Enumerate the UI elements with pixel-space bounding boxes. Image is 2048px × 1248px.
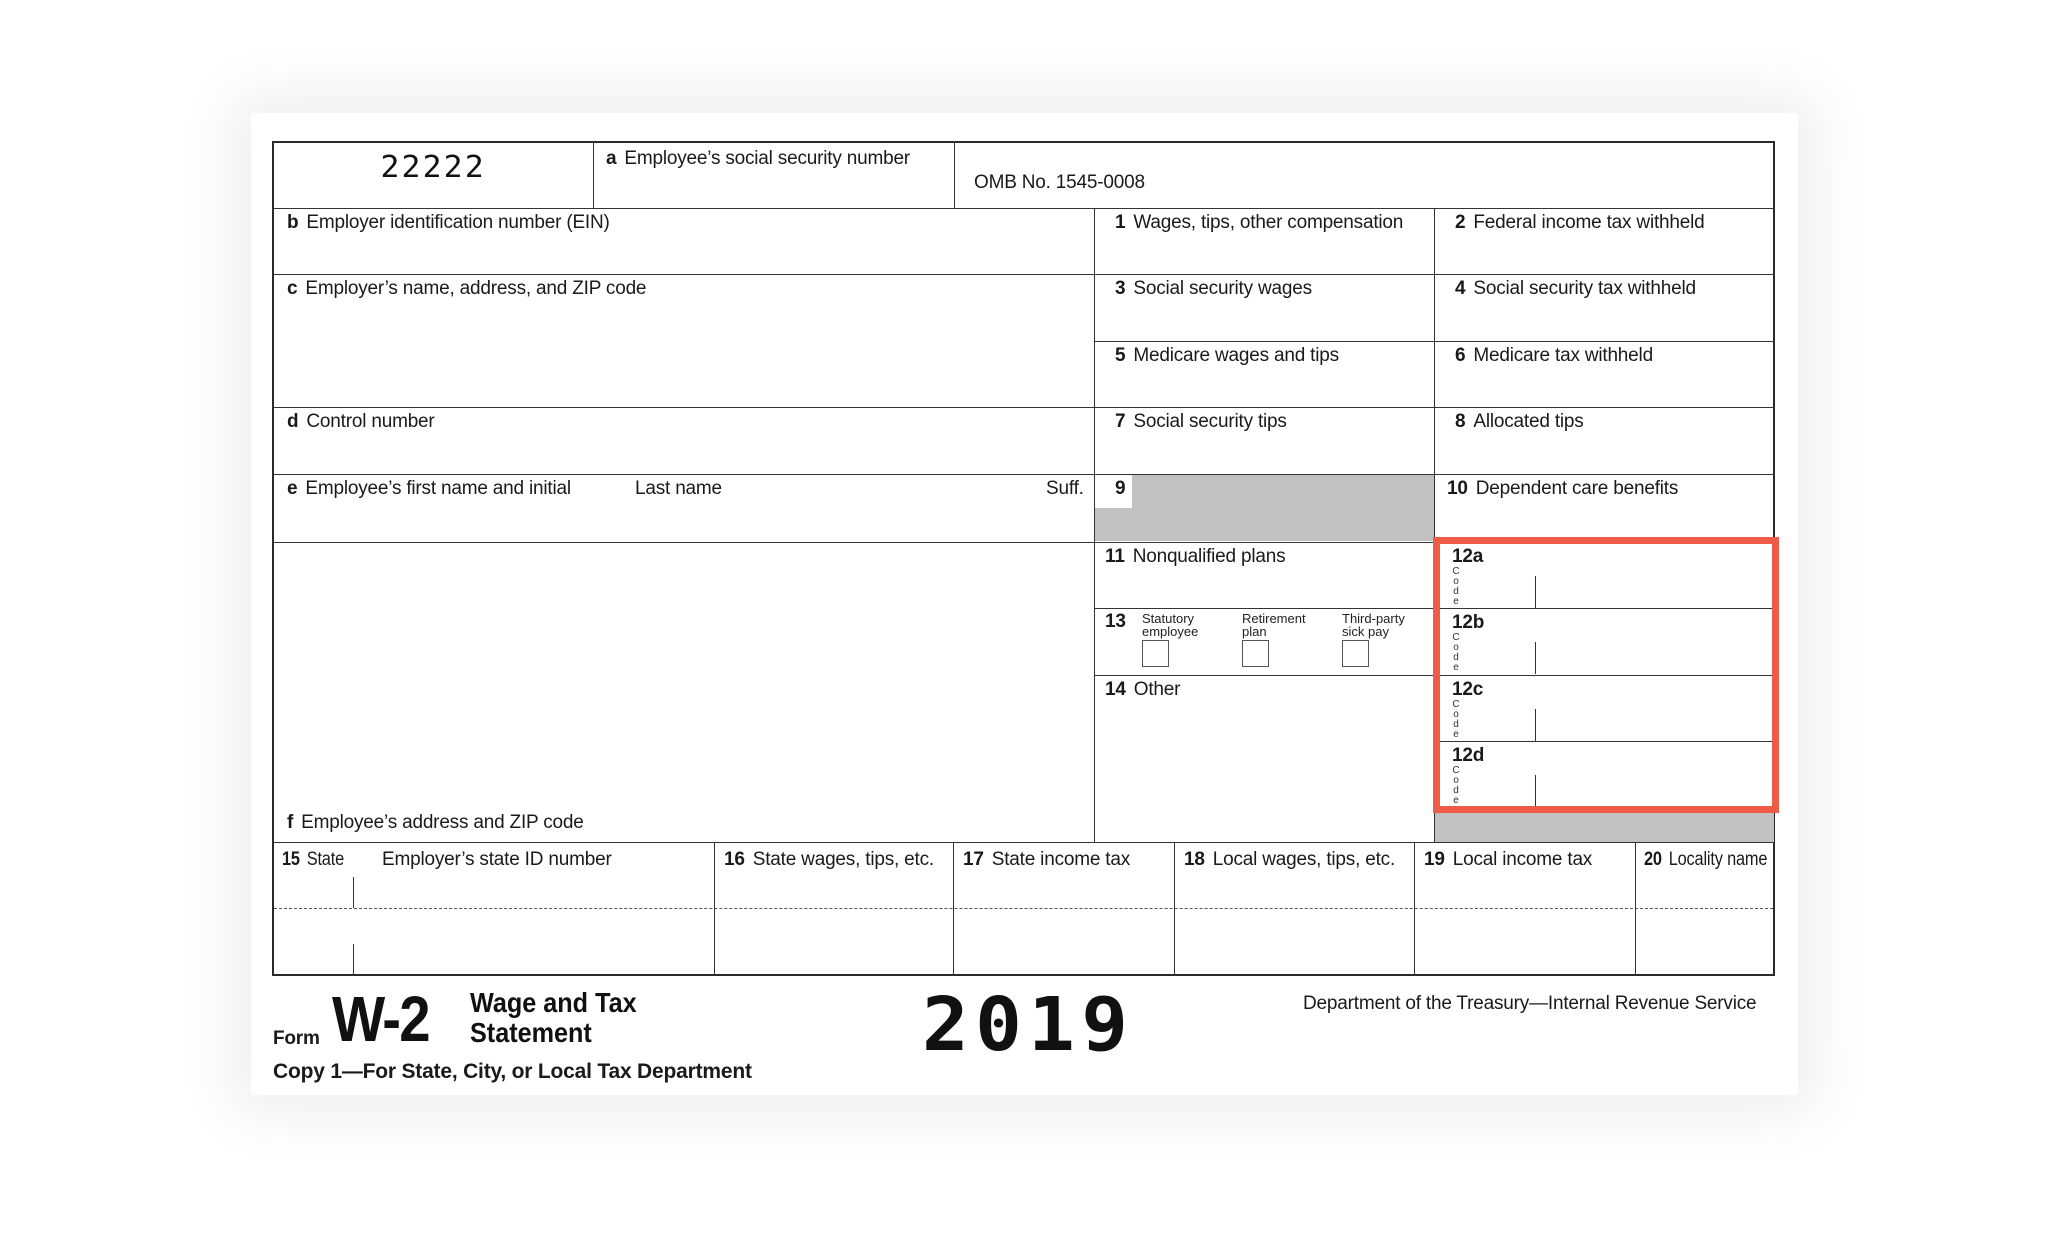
box-2-label: 2 Federal income tax withheld — [1455, 212, 1705, 233]
box-e-employee-name[interactable] — [273, 475, 1093, 675]
box-c-label: c Employer’s name, address, and ZIP code — [287, 278, 647, 299]
agency-line: Department of the Treasury—Internal Revenue Service — [1303, 993, 1757, 1014]
box-12c[interactable] — [1435, 676, 1774, 741]
box-15-state[interactable] — [273, 843, 713, 975]
box-19-label: 19 Local income tax — [1424, 849, 1593, 870]
box-13-num: 13 — [1105, 611, 1126, 632]
box-12a[interactable] — [1435, 543, 1774, 608]
form-title: Wage and Tax Statement — [470, 987, 637, 1048]
box-2-federal-tax[interactable] — [1435, 209, 1774, 274]
box-e-label: e Employee’s first name and initial — [287, 478, 571, 499]
box-6-label: 6 Medicare tax withheld — [1455, 345, 1653, 366]
state-divider — [353, 877, 354, 908]
box-12c-code-label: Code — [1452, 699, 1460, 740]
form-word: Form — [273, 1028, 320, 1049]
box-20-locality-name[interactable] — [1636, 843, 1774, 975]
box-c-employer-name-address[interactable] — [273, 275, 1093, 406]
box-15-state-id-label: Employer’s state ID number — [382, 849, 612, 870]
box-d-label: d Control number — [287, 411, 435, 432]
box-10-dependent-care[interactable] — [1435, 475, 1774, 541]
box-f-employee-address[interactable] — [273, 675, 1093, 841]
code-divider — [1535, 576, 1536, 608]
code-divider — [1535, 642, 1536, 674]
box-a-ssn[interactable] — [594, 142, 953, 207]
box-8-label: 8 Allocated tips — [1455, 411, 1584, 432]
box-f-label: f Employee’s address and ZIP code — [287, 812, 584, 833]
box-9 — [1095, 475, 1434, 541]
box-17-state-income-tax[interactable] — [954, 843, 1173, 975]
retirement-plan-label: Retirement plan — [1242, 611, 1306, 639]
box-6-medicare-tax[interactable] — [1435, 342, 1774, 407]
third-party-sick-pay-label: Third-party sick pay — [1342, 611, 1405, 639]
box-1-label: 1 Wages, tips, other compensation — [1115, 212, 1404, 233]
box-12d-code-label: Code — [1452, 765, 1460, 806]
form-control-code: 22222 — [380, 150, 486, 185]
box-7-ss-tips[interactable] — [1095, 408, 1434, 473]
box-19-local-income-tax[interactable] — [1415, 843, 1634, 975]
box-13-checkboxes — [1095, 609, 1434, 675]
copy-line: Copy 1—For State, City, or Local Tax Department — [273, 1060, 752, 1083]
box-12a-label: 12a — [1452, 546, 1484, 567]
omb-number: OMB No. 1545-0008 — [974, 172, 1145, 193]
box-12a-code-label: Code — [1452, 566, 1460, 607]
statutory-employee-label: Statutory employee — [1142, 611, 1199, 639]
box-3-ss-wages[interactable] — [1095, 275, 1434, 340]
tax-year: 2019 — [922, 982, 1135, 1068]
code-divider — [1535, 709, 1536, 741]
box-12d[interactable] — [1435, 742, 1774, 808]
box-3-label: 3 Social security wages — [1115, 278, 1312, 299]
box-10-label: 10 Dependent care benefits — [1447, 478, 1679, 499]
box-e-suffix-label: Suff. — [1046, 478, 1084, 499]
state-divider — [353, 944, 354, 975]
box-12-shading — [1435, 809, 1774, 842]
box-11-nonqualified-plans[interactable] — [1095, 543, 1434, 608]
box-15-label: 15 State — [282, 849, 345, 870]
box-d-control-number[interactable] — [273, 408, 1093, 473]
box-5-label: 5 Medicare wages and tips — [1115, 345, 1339, 366]
col-divider — [954, 141, 955, 208]
box-5-medicare-wages[interactable] — [1095, 342, 1434, 407]
box-12c-label: 12c — [1452, 679, 1484, 700]
code-divider — [1535, 775, 1536, 808]
box-a-label: a Employee’s social security number — [606, 148, 910, 169]
box-9-label: 9 — [1115, 478, 1126, 499]
box-11-label: 11 Nonqualified plans — [1105, 546, 1286, 567]
box-14-other[interactable] — [1095, 676, 1434, 841]
box-12d-label: 12d — [1452, 745, 1485, 766]
box-16-state-wages[interactable] — [715, 843, 952, 975]
form-id-w2: W-2 — [332, 983, 429, 1055]
box-1-wages[interactable] — [1095, 209, 1434, 274]
box-12b-code-label: Code — [1452, 632, 1460, 673]
box-4-ss-tax[interactable] — [1435, 275, 1774, 340]
box-b-label: b Employer identification number (EIN) — [287, 212, 610, 233]
box-4-label: 4 Social security tax withheld — [1455, 278, 1696, 299]
box-14-label: 14 Other — [1105, 679, 1181, 700]
box-e-last-name-label: Last name — [635, 478, 722, 499]
box-8-allocated-tips[interactable] — [1435, 408, 1774, 473]
box-20-label: 20 Locality name — [1644, 849, 1768, 870]
box-7-label: 7 Social security tips — [1115, 411, 1287, 432]
third-party-sick-pay-checkbox[interactable] — [1342, 640, 1369, 667]
retirement-plan-checkbox[interactable] — [1242, 640, 1269, 667]
box-18-local-wages[interactable] — [1175, 843, 1413, 975]
statutory-employee-checkbox[interactable] — [1142, 640, 1169, 667]
box-18-label: 18 Local wages, tips, etc. — [1184, 849, 1396, 870]
box-12b-label: 12b — [1452, 612, 1485, 633]
box-12b[interactable] — [1435, 609, 1774, 674]
box-17-label: 17 State income tax — [963, 849, 1131, 870]
box-b-ein[interactable] — [273, 209, 1093, 274]
box-16-label: 16 State wages, tips, etc. — [724, 849, 935, 870]
